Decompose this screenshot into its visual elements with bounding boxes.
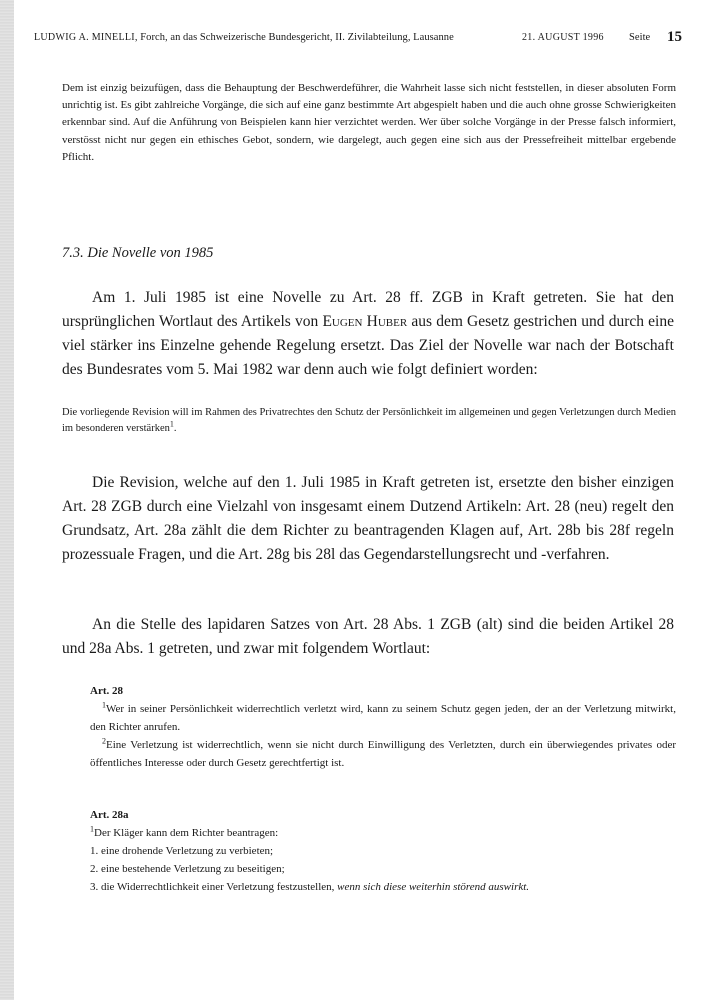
list-item: 1. eine drohende Verletzung zu verbieten; <box>90 845 274 857</box>
paragraph-novelle-part1: Am 1. Juli 1985 ist eine Novelle zu Art. 28 ff. ZGB in Kraft getreten. Sie hat den ursprünglichen Wortlaut des Artikels von <box>62 289 674 330</box>
list-item <box>90 878 676 896</box>
paragraph-revision: Die Revision, welche auf den 1. Juli 1985 in Kraft getreten ist, ersetzte den bisher einzigen Art. 28 ZGB durch eine Vielzahl von insgesamt einem Dutzend Artikeln: Art. 28 (neu) regelt den Grundsatz, Art. 28a zählt die dem Richter zu beantragenden Klagen auf, Art. 28b bis 28f regeln prozessuale Fragen, und die Art. 28g bis 28l das Gegendarstellungsrecht und -verfahren. <box>62 474 674 563</box>
article-28a-paragraph-1-text: Der Kläger kann dem Richter beantragen: <box>94 827 279 839</box>
header-author: LUDWIG A. MINELLI <box>34 32 135 43</box>
article-28-paragraph-2-text: Eine Verletzung ist widerrechtlich, wenn sie nicht durch Einwilligung des Verletzten, durch ein überwiegendes privates oder öffentliches Interesse oder durch Gesetz gerechtfertigt ist. <box>90 739 676 769</box>
article-28a-paragraph-1 <box>90 824 676 842</box>
list-item: 2. eine bestehende Verletzung zu beseitigen; <box>90 863 285 875</box>
paragraph-novelle-part2: aus dem Gesetz gestrichen und durch eine viel stärker ins Einzelne gehende Regelung ersetzt. Das Ziel der Novelle war nach der Botschaft des Bundesrates vom 5. Mai 1982 war denn auch wie folgt definiert worden: <box>62 313 674 378</box>
paragraph-number: 2 <box>102 736 106 746</box>
list-item-text: 3. die Widerrechtlichkeit einer Verletzung festzustellen, <box>90 881 338 893</box>
header-seite-label: Seite <box>629 32 651 43</box>
list-item-italic-text: wenn sich diese weiterhin störend auswirkt. <box>337 881 530 893</box>
author-name: Eugen Huber <box>322 313 408 330</box>
paragraph-novelle <box>62 286 674 382</box>
paragraph-number: 1 <box>90 824 94 834</box>
scan-edge <box>0 0 14 1000</box>
article-28-title: Art. 28 <box>90 685 123 697</box>
intro-paragraph: Dem ist einzig beizufügen, dass die Behauptung der Beschwerdeführer, die Wahrheit lasse sich nicht feststellen, in dieser absoluten Form unrichtig ist. Es gibt zahlreiche Vorgänge, die sich auf eine ganz bestimmte Art abgespielt haben und die auch ohne grosse Schwierigkeiten erkennbar sind. Auf die Anführung von Beispielen kann hier verzichtet werden. Wer über solche Vorgänge in der Presse falsch informiert, verstösst nicht nur gegen ein ethisches Gebot, sondern, wie dargelegt, auch gegen eine sich aus der Pressefreiheit mittelbar ergebende Pflicht. <box>62 82 676 163</box>
article-28-paragraph-2 <box>90 736 676 772</box>
quote-text: Die vorliegende Revision will im Rahmen des Privatrechtes den Schutz der Persönlichkeit im allgemeinen und gegen Verletzungen durch Medien im besonderen verstärken <box>62 407 676 434</box>
header-date: 21. AUGUST 1996 <box>522 32 604 43</box>
article-28a-title: Art. 28a <box>90 809 129 821</box>
article-28 <box>90 682 676 772</box>
paragraph-wortlaut: An die Stelle des lapidaren Satzes von Art. 28 Abs. 1 ZGB (alt) sind die beiden Artikel 28 und 28a Abs. 1 getreten, und zwar mit folgendem Wortlaut: <box>62 616 674 657</box>
section-title: 7.3. Die Novelle von 1985 <box>62 245 214 261</box>
header-text: , Forch, an das Schweizerische Bundesgericht, II. Zivilabteilung, Lausanne <box>134 32 454 43</box>
header-page-number: 15 <box>667 29 683 45</box>
article-28-paragraph-1-text: Wer in seiner Persönlichkeit widerrechtlich verletzt wird, kann zu seinem Schutz gegen jeden, der an der Verletzung mitwirkt, den Richter anrufen. <box>90 703 676 733</box>
article-28-paragraph-1 <box>90 700 676 736</box>
paragraph-number: 1 <box>102 700 106 710</box>
footnote-marker: 1 <box>169 419 174 429</box>
page-header <box>34 29 683 45</box>
article-28a <box>90 806 676 896</box>
quote-end: . <box>173 423 177 434</box>
botschaft-quote <box>62 405 676 437</box>
